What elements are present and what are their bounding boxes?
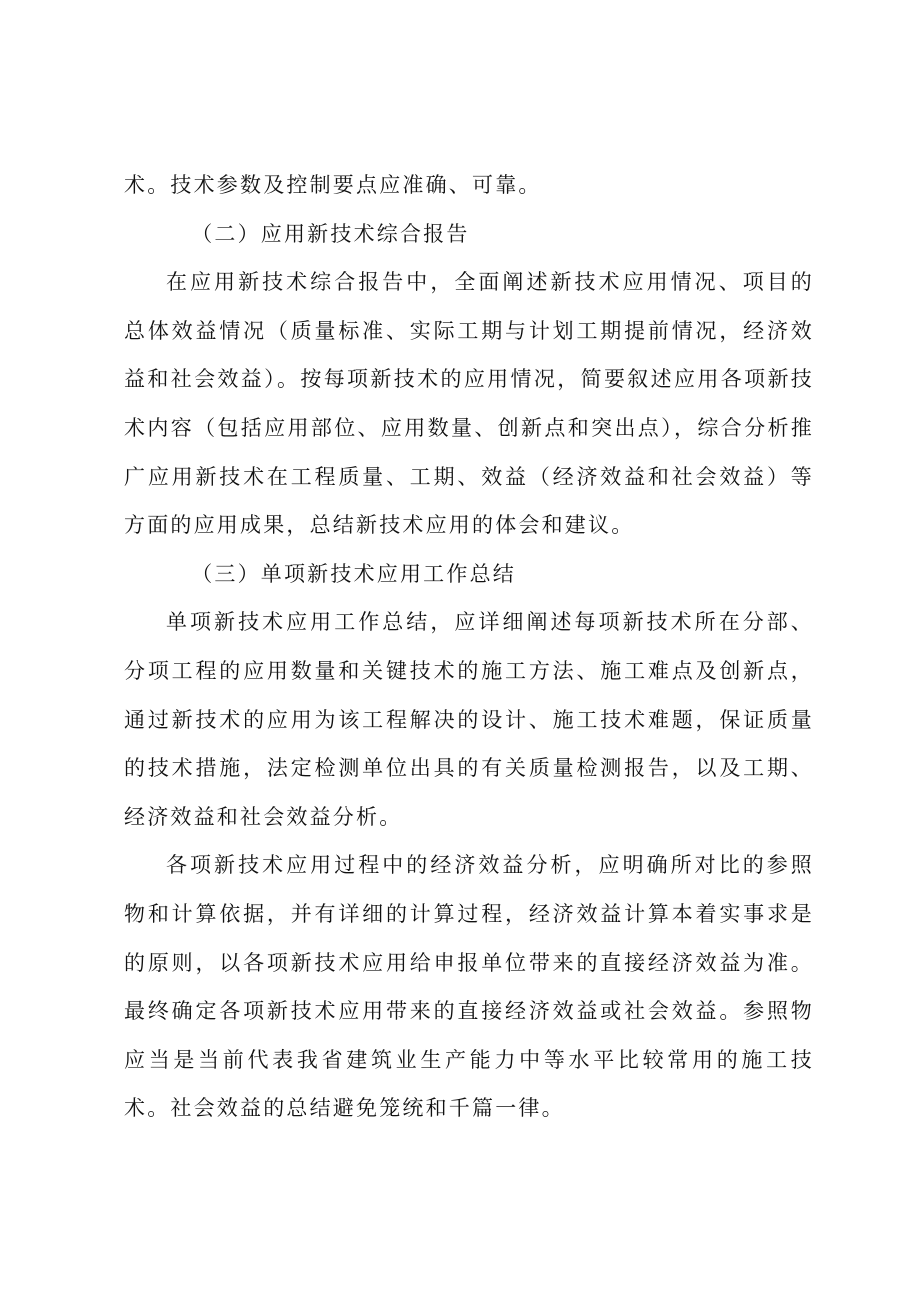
- document-body: [124, 161, 814, 1133]
- section-heading-3: （三）单项新技术应用工作总结: [191, 561, 516, 586]
- continuation-paragraph: 术。技术参数及控制要点应准确、可靠。: [124, 173, 542, 197]
- section-heading-2: （二）应用新技术综合报告: [191, 221, 470, 246]
- paragraph-single-technology-summary: 单项新技术应用工作总结，应详细阐述每项新技术所在分部、分项工程的应用数量和关键技术的施工方法、施工难点及创新点，通过新技术的应用为该工程解决的设计、施工技术难题，保证质量的技术措施，法定检测单位出具的有关质量检测报告，以及工期、经济效益和社会效益分析。: [124, 610, 814, 829]
- paragraph-economic-benefit-analysis: 各项新技术应用过程中的经济效益分析，应明确所对比的参照物和计算依据，并有详细的计算过程，经济效益计算本着实事求是的原则，以各项新技术应用给申报单位带来的直接经济效益为准。最终确定各项新技术应用带来的直接经济效益或社会效益。参照物应当是当前代表我省建筑业生产能力中等水平比较常用的施工技术。社会效益的总结避免笼统和千篇一律。: [124, 853, 814, 1121]
- paragraph-comprehensive-report: 在应用新技术综合报告中，全面阐述新技术应用情况、项目的总体效益情况（质量标准、实际工期与计划工期提前情况，经济效益和社会效益）。按每项新技术的应用情况，简要叙述应用各项新技术内容（包括应用部位、应用数量、创新点和突出点），综合分析推广应用新技术在工程质量、工期、效益（经济效益和社会效益）等方面的应用成果，总结新技术应用的体会和建议。: [124, 270, 814, 538]
